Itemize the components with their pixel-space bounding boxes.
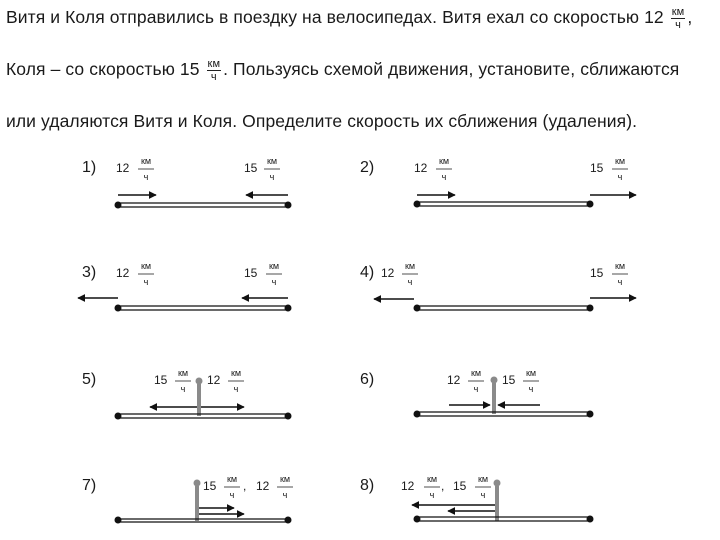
diagram-6	[360, 368, 594, 418]
diagram-label: 2)	[360, 159, 375, 176]
diagram-2	[360, 156, 636, 208]
unit-denominator: ч	[143, 277, 149, 287]
point-right	[587, 516, 594, 523]
unit-numerator: км	[207, 58, 221, 70]
point-right	[285, 413, 292, 420]
point-left	[115, 202, 122, 209]
diagram-label: 7)	[82, 477, 97, 494]
unit-numerator: км	[140, 156, 152, 166]
diagram-label: 1)	[82, 159, 97, 176]
unit-denominator: ч	[473, 384, 479, 394]
unit-numerator: км	[177, 368, 189, 378]
task-line-2-rest: . Пользуясь схемой движения, установите, сближаются	[223, 59, 680, 80]
diagram-7	[82, 474, 293, 524]
unit-denominator: ч	[233, 384, 239, 394]
point-right	[285, 517, 292, 524]
speed-value-right: 15	[590, 161, 604, 175]
unit-numerator: км	[438, 156, 450, 166]
unit-numerator: км	[268, 261, 280, 271]
unit-numerator: км	[614, 261, 626, 271]
diagram-4	[360, 261, 636, 312]
point-left	[414, 411, 421, 418]
unit-denominator: ч	[617, 172, 623, 182]
diagram-label: 4)	[360, 264, 375, 281]
speed-value-right: 15	[502, 373, 516, 387]
point-right	[587, 411, 594, 418]
speed-separator: ,	[243, 479, 247, 493]
unit-numerator: км	[140, 261, 152, 271]
diagram-1	[82, 156, 292, 209]
unit-numerator: км	[671, 6, 685, 18]
point-left	[414, 305, 421, 312]
speed-value-left: 12	[116, 161, 130, 175]
diagram-5	[82, 368, 292, 420]
unit-numerator: км	[226, 474, 238, 484]
unit-denominator: ч	[271, 277, 277, 287]
diagram-3	[78, 261, 292, 312]
task-line-2-text: Коля – со скоростью 15	[6, 59, 200, 80]
speed-value-right: 15	[244, 266, 258, 280]
unit-denominator: ч	[441, 172, 447, 182]
speed-value-left: 12	[401, 479, 415, 493]
speed-value-right: 15	[244, 161, 258, 175]
diagram-label: 3)	[82, 264, 97, 281]
point-left	[414, 201, 421, 208]
unit-numerator: км	[614, 156, 626, 166]
speed-value-left: 12	[447, 373, 461, 387]
unit-denominator: ч	[407, 277, 413, 287]
point-left	[115, 305, 122, 312]
unit-denominator: ч	[210, 71, 217, 83]
unit-denominator: ч	[180, 384, 186, 394]
point-left	[414, 516, 421, 523]
speed-value-left: 12	[381, 266, 395, 280]
unit-numerator: км	[230, 368, 242, 378]
task-line-1-end: ,	[687, 7, 693, 28]
point-right	[285, 305, 292, 312]
speed-value-right: 12	[207, 373, 221, 387]
speed-value-right: 12	[256, 479, 270, 493]
unit-denominator: ч	[282, 490, 288, 500]
speed-value-left: 15	[154, 373, 168, 387]
speed-value-left: 12	[414, 161, 428, 175]
speed-value-right: 15	[453, 479, 467, 493]
unit-denominator: ч	[617, 277, 623, 287]
unit-denominator: ч	[675, 19, 681, 31]
unit-denominator: ч	[429, 490, 435, 500]
speed-value-left: 15	[203, 479, 217, 493]
task-line-3-text: или удаляются Витя и Коля. Определите скорость их сближения (удаления).	[6, 111, 638, 131]
point-right	[587, 201, 594, 208]
unit-numerator: км	[525, 368, 537, 378]
diagram-label: 8)	[360, 477, 375, 494]
unit-numerator: км	[266, 156, 278, 166]
speed-value-right: 15	[590, 266, 604, 280]
point-left	[115, 413, 122, 420]
diagram-label: 5)	[82, 371, 97, 388]
unit-denominator: ч	[480, 490, 486, 500]
task-line-1-text: Витя и Коля отправились в поездку на велосипедах. Витя ехал со скоростью 12	[6, 7, 664, 28]
unit-denominator: ч	[528, 384, 534, 394]
diagram-8	[360, 474, 594, 523]
unit-denominator: ч	[269, 172, 275, 182]
unit-denominator: ч	[229, 490, 235, 500]
unit-numerator: км	[404, 261, 416, 271]
unit-numerator: км	[477, 474, 489, 484]
unit-numerator: км	[426, 474, 438, 484]
unit-numerator: км	[470, 368, 482, 378]
unit-denominator: ч	[143, 172, 149, 182]
speed-separator: ,	[441, 479, 445, 493]
point-right	[587, 305, 594, 312]
point-left	[115, 517, 122, 524]
speed-value-left: 12	[116, 266, 130, 280]
point-right	[285, 202, 292, 209]
unit-numerator: км	[279, 474, 291, 484]
diagram-label: 6)	[360, 371, 375, 388]
